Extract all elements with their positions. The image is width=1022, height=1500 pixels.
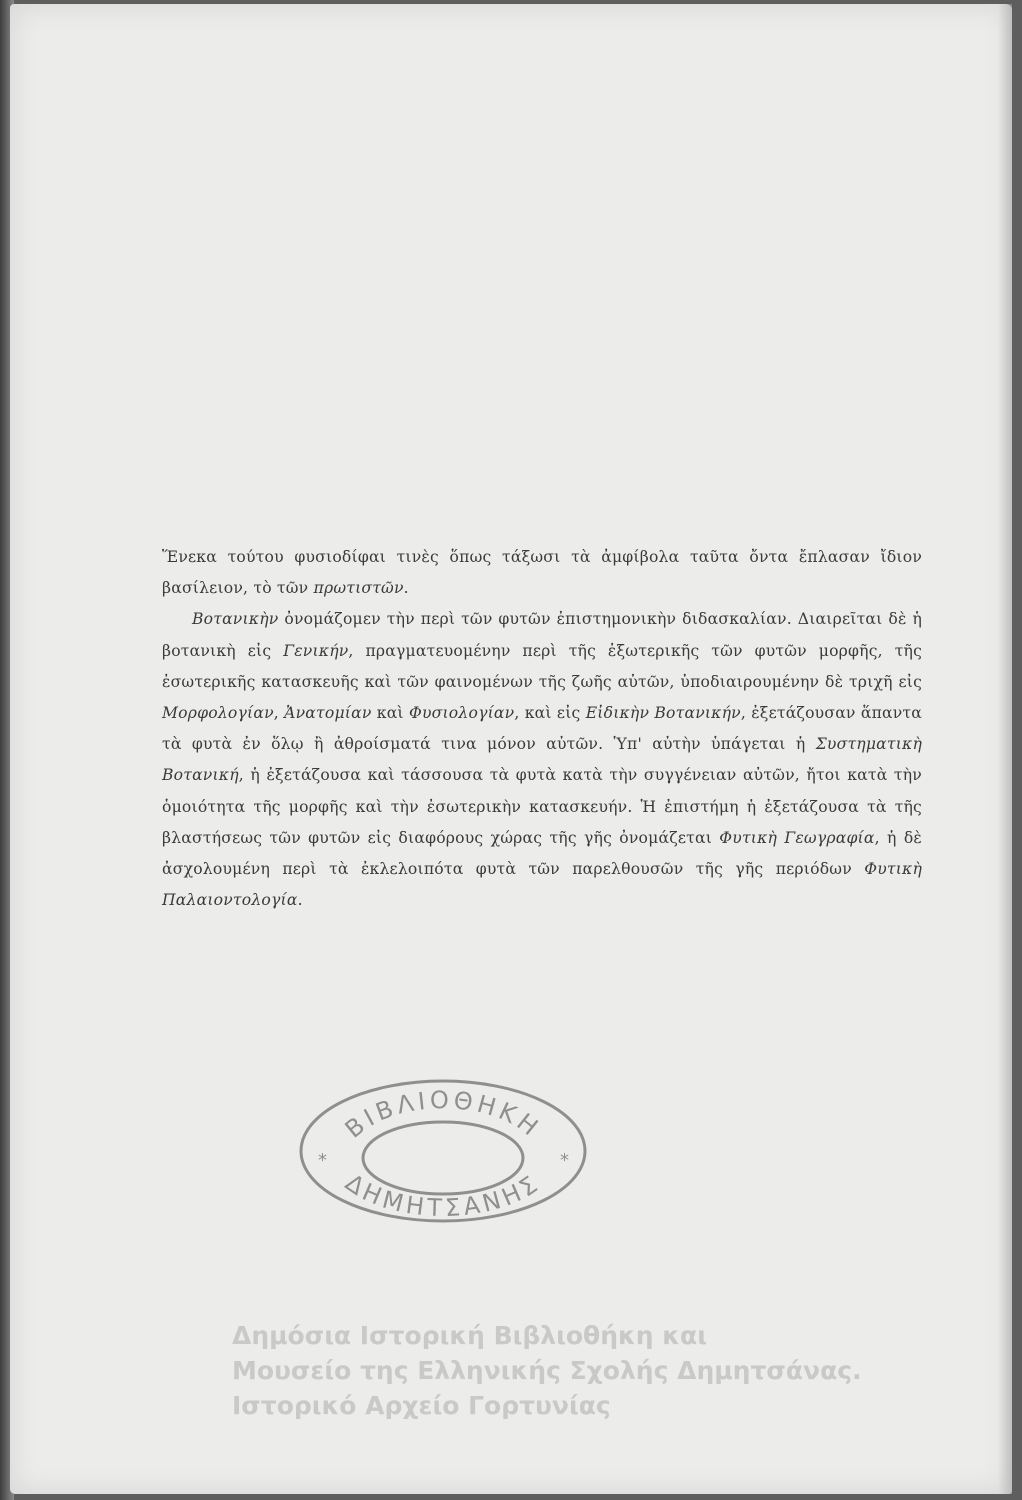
text-run: , καὶ εἰς xyxy=(514,704,586,723)
italic-term: Ἀνατομίαν xyxy=(284,704,372,723)
italic-term: Μορφολογίαν xyxy=(162,704,274,723)
stamp-top-text: ΒΙΒΛΙΟΘΗΚΗ xyxy=(339,1086,547,1144)
italic-term: Φυσιολογίαν xyxy=(408,704,515,723)
watermark-line: Ιστορικό Αρχείο Γορτυνίας xyxy=(232,1391,611,1420)
text-run: , πραγματευομένην περὶ τῆς ἐξωτερικῆς τῶν φυτῶν μορφῆς, τῆς ἐσωτερικῆς κατασκευῆς καὶ τῶν φαινομένων τῆς ζωῆς αὐτῶν, ὑποδιαιρουμένην δὲ τριχῆ εἰς xyxy=(162,641,923,691)
text-run: , ἡ ἐξετάζουσα καὶ τάσσουσα τὰ φυτὰ κατὰ τὴν συγγένειαν αὐτῶν, ἤτοι κατὰ τὴν ὁμοιότητα τῆς μορφῆς καὶ τὴν ἐσωτερικὴν κατασκευήν. Ἡ ἐπιστήμη ἡ ἐξετάζουσα τὰ τῆς βλαστήσεως τῶν φυτῶν εἰς διαφόρους χώρας τῆς γῆς ὀνομάζεται xyxy=(162,766,922,847)
italic-term: Εἰδικὴν Βοτανικήν xyxy=(585,704,741,723)
watermark-line: Μουσείο της Ελληνικής Σχολής Δημητσάνας. xyxy=(232,1356,862,1385)
text-run: , xyxy=(273,704,285,723)
text-run: . xyxy=(403,579,409,598)
stamp-ornament-left: * xyxy=(318,1150,327,1171)
page-right-edge xyxy=(998,4,1012,1494)
italic-term: Βοτανικὴν xyxy=(192,610,279,629)
paragraph xyxy=(162,604,922,916)
italic-term: Συστηματικὴ Βοτανική xyxy=(162,735,922,785)
body-text xyxy=(162,542,922,916)
text-run: , ἐξετάζουσαν ἅπαντα τὰ φυτὰ ἐν ὅλῳ ἢ ἀθροίσματά τινα μόνον αὐτῶν. Ὑπ' αὐτὴν ὑπάγεται ἡ xyxy=(162,704,922,754)
italic-term: Γενικήν xyxy=(283,641,349,660)
paragraph xyxy=(162,542,922,604)
text-run: , ἡ δὲ ἀσχολουμένη περὶ τὰ ἐκλελοιπότα φυτὰ τῶν παρελθουσῶν τῆς γῆς περιόδων xyxy=(162,828,922,879)
text-run: ὀνομάζομεν τὴν περὶ τῶν φυτῶν ἐπιστημονικὴν διδασκαλίαν. Διαιρεῖται δὲ ἡ βοτανικὴ εἰς xyxy=(162,610,922,660)
text-run: Ἕνεκα τούτου φυσιοδίφαι τινὲς ὅπως τάξωσι τὰ ἀμφίβολα ταῦτα ὄντα ἔπλασαν ἴδιον βασίλειον, τὸ τῶν xyxy=(162,548,922,598)
text-run: καὶ xyxy=(371,704,409,723)
italic-term: Φυτικὴ Παλαιοντολογία xyxy=(162,860,922,910)
library-stamp xyxy=(298,1078,588,1224)
archive-watermark xyxy=(232,1318,1002,1423)
watermark-line: Δημόσια Ιστορική Βιβλιοθήκη και xyxy=(232,1321,707,1350)
italic-term: Φυτικὴ Γεωγραφία xyxy=(719,828,875,847)
stamp-ornament-right: * xyxy=(560,1150,569,1171)
text-run: . xyxy=(297,891,303,910)
stamp-bottom-text: ΔΗΜΗΤΣΑΝΗΣ xyxy=(340,1168,546,1223)
italic-term: πρωτιστῶν xyxy=(313,579,404,598)
